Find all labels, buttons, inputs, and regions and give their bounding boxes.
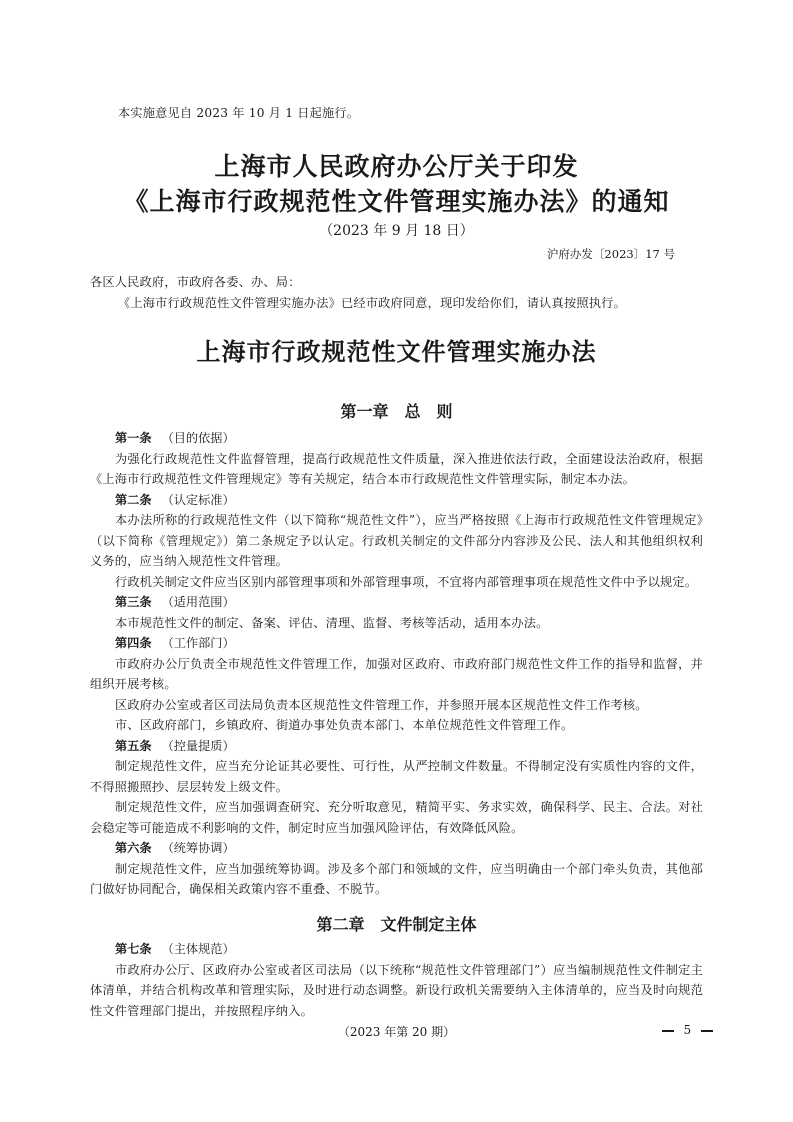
article-paragraph: 本市规范性文件的制定、备案、评估、清理、监督、考核等活动，适用本办法。 <box>115 615 549 630</box>
chapter-1-body <box>90 428 703 900</box>
article-heading <box>90 633 703 654</box>
article-paragraph: 行政机关制定文件应当区别内部管理事项和外部管理事项，不宜将内部管理事项在规范性文件中予以规定。 <box>115 574 698 589</box>
article-heading <box>90 490 703 511</box>
chapter-1-heading: 第一章 总 则 <box>340 402 453 421</box>
article-heading <box>90 592 703 613</box>
notice-title-line2: 《上海市行政规范性文件管理实施办法》的通知 <box>123 187 670 216</box>
article-paragraph: 制定规范性文件，应当加强统筹协调。涉及多个部门和领域的文件，应当明确由一个部门牵头负责，其他部门做好协同配合，确保相关政策内容不重叠、不脱节。 <box>90 861 703 896</box>
addressee: 各区人民政府，市政府各委、办、局： <box>90 275 301 289</box>
article-paragraph: 为强化行政规范性文件监督管理，提高行政规范性文件质量，深入推进依法行政，全面建设法治政府，根据《上海市行政规范性文件管理规定》等有关规定，结合本市行政规范性文件管理实际，制定本办法。 <box>90 451 703 486</box>
notice-date: （2023 年 9 月 18 日） <box>319 223 474 239</box>
dash-decoration <box>662 1030 674 1032</box>
article-subject: （目的依据） <box>161 431 235 445</box>
article-number: 第三条 <box>115 595 152 609</box>
article-paragraph: 本办法所称的行政规范性文件（以下简称“规范性文件”），应当严格按照《上海市行政规范性文件管理规定》（以下简称《管理规定》）第二条规定予以认定。行政机关制定的文件部分内容涉及公民、法人和其他组织权利义务的，应当纳入规范性文件管理。 <box>90 513 703 568</box>
dash-decoration <box>701 1030 713 1032</box>
article-subject: （主体规范） <box>161 942 235 956</box>
article-subject: （适用范围） <box>161 595 235 609</box>
article-heading <box>90 838 703 859</box>
page-number: 5 <box>683 1023 692 1037</box>
article-number: 第七条 <box>115 942 152 956</box>
chapter-2-body <box>90 939 703 1021</box>
article-number: 第六条 <box>115 841 152 855</box>
notice-title-line1: 上海市人民政府办公厅关于印发 <box>214 152 579 181</box>
article-paragraph: 区政府办公室或者区司法局负责本区规范性文件管理工作，并参照开展本区规范性文件工作考核。 <box>115 697 648 712</box>
article-heading <box>90 736 703 757</box>
footer-page-number <box>662 1023 713 1037</box>
article-subject: （认定标准） <box>161 492 235 507</box>
article-number: 第四条 <box>115 636 152 650</box>
article-number: 第一条 <box>115 431 152 445</box>
notice-body: 《上海市行政规范性文件管理实施办法》已经市政府同意，现印发给你们，请认真按照执行。 <box>118 296 626 310</box>
article-subject: （统筹协调） <box>161 841 235 855</box>
article-number: 第五条 <box>115 738 152 753</box>
article-subject: （工作部门） <box>161 636 235 650</box>
footer-issue: （2023 年第 20 期） <box>337 1025 456 1039</box>
article-paragraph: 市政府办公厅、区政府办公室或者区司法局（以下统称“规范性文件管理部门”）应当编制规范性文件制定主体清单，并结合机构改革和管理实际，及时进行动态调整。新设行政机关需要纳入主体清单的，应当及时向规范性文件管理部门提出，并按照程序纳入。 <box>90 962 703 1018</box>
regulation-title: 上海市行政规范性文件管理实施办法 <box>196 337 597 366</box>
article-paragraph: 制定规范性文件，应当加强调查研究、充分听取意见，精简平实、务求实效，确保科学、民主、合法。对社会稳定等可能造成不利影响的文件，制定时应当加强风险评估，有效降低风险。 <box>90 800 703 835</box>
article-paragraph: 市、区政府部门，乡镇政府、街道办事处负责本部门、本单位规范性文件管理工作。 <box>115 718 574 732</box>
document-number: 沪府办发〔2023〕17 号 <box>546 247 675 261</box>
article-paragraph: 市政府办公厅负责全市规范性文件管理工作，加强对区政府、市政府部门规范性文件工作的指导和监督，并组织开展考核。 <box>90 656 703 691</box>
article-number: 第二条 <box>115 492 152 507</box>
effective-date-line: 本实施意见自 2023 年 10 月 1 日起施行。 <box>118 106 360 120</box>
article-heading <box>90 428 703 449</box>
article-paragraph: 制定规范性文件，应当充分论证其必要性、可行性，从严控制文件数量。不得制定没有实质性内容的文件，不得照搬照抄、层层转发上级文件。 <box>90 759 703 794</box>
chapter-2-heading: 第二章 文件制定主体 <box>316 915 477 934</box>
article-subject: （控量提质） <box>161 738 235 753</box>
article-heading <box>90 939 703 960</box>
